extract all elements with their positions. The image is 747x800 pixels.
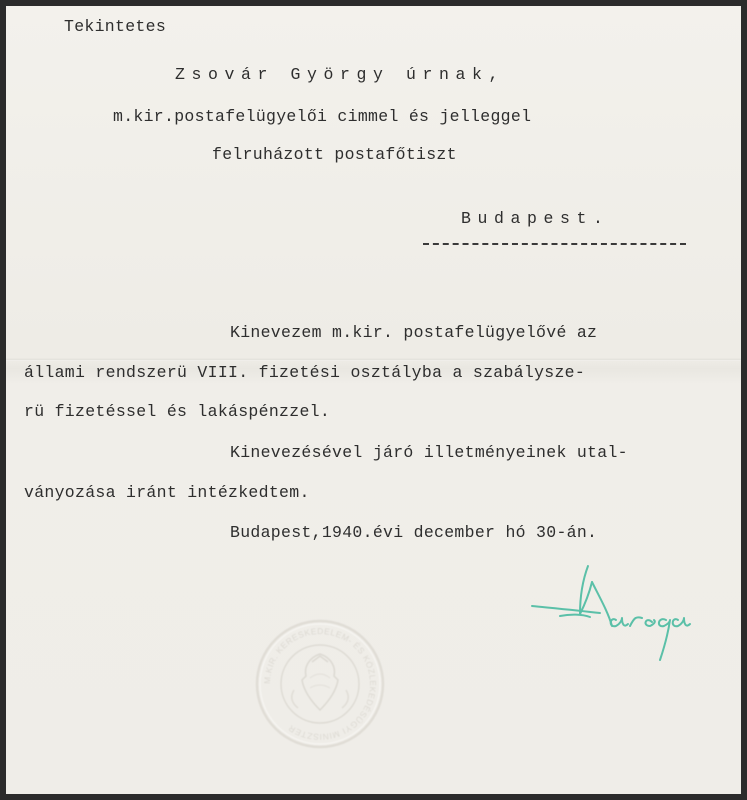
city: Budapest. (461, 209, 610, 228)
recipient-title-line-1: m.kir.postafelügyelői cimmel és jelleggel (113, 107, 532, 126)
recipient-title-line-2: felruházott postafőtiszt (212, 145, 457, 164)
body-line-4: Kinevezésével járó illetményeinek utal- (230, 443, 628, 462)
body-line-2: állami rendszerü VIII. fizetési osztályba a szabálysze- (24, 363, 586, 382)
letter-sheet (6, 6, 741, 794)
paper-fold (6, 358, 741, 361)
body-line-5: ványozása iránt intézkedtem. (24, 483, 310, 502)
recipient-name: Zsovár György úrnak, (175, 65, 506, 84)
date-line: Budapest,1940.évi december hó 30-án. (230, 523, 598, 542)
body-line-1: Kinevezem m.kir. postafelügyelővé az (230, 323, 598, 342)
city-underline (423, 243, 686, 245)
embossed-seal (254, 618, 386, 750)
svg-text:M.KIR. KERESKEDELEM- ÉS KÖZLEK: M.KIR. KERESKEDELEM- ÉS KÖZLEKEDÉSÜGYI MINISZTER (261, 625, 379, 743)
salutation: Tekintetes (64, 17, 167, 36)
body-line-3: rü fizetéssel és lakáspénzzel. (24, 402, 331, 421)
signature (530, 564, 700, 664)
